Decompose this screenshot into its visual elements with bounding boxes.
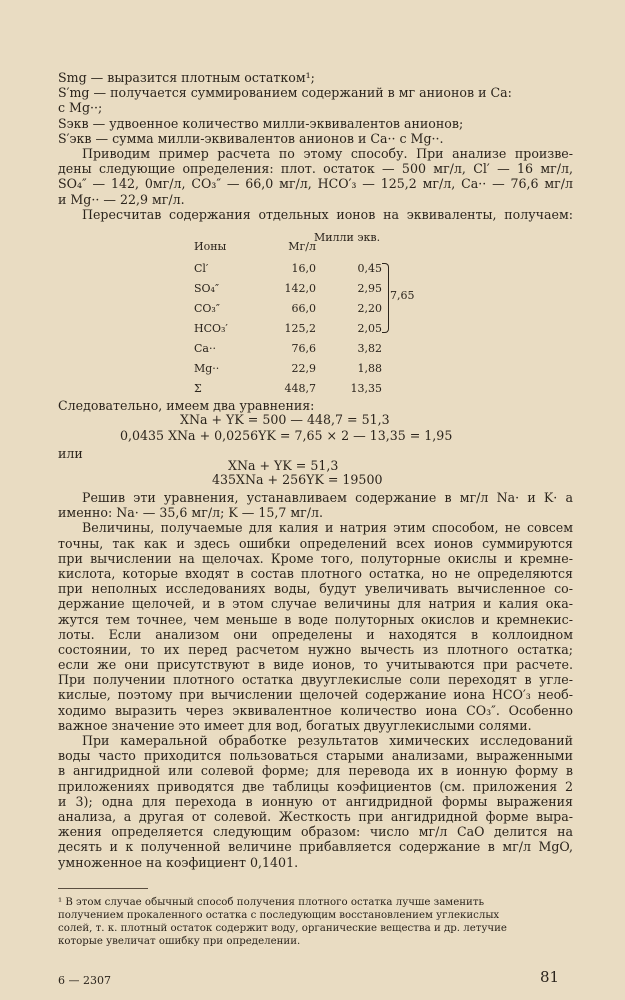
text-line: жутся тем точнее, чем меньше в воде полуторных окислов и кремнекис- [58, 611, 573, 627]
column-header: Ионы [194, 240, 227, 253]
text-line: именно: Na· — 35,6 мг/л; K — 15,7 мг/л. [58, 505, 324, 521]
footnote-line: солей, т. к. плотный остаток содержит воду, органические вещества и др. летучие [58, 923, 507, 934]
footnote-line: получением прокаленного остатка с последующим восстановлением углекислых [58, 910, 500, 921]
text-line: при неполных исследованиях воды, будут увеличивать вычисленное со- [58, 581, 573, 597]
mg-cell: 125,2 [284, 322, 316, 335]
mg-cell: 66,0 [291, 302, 316, 315]
text-line: SO₄″ — 142, 0мг/л, CO₃″ — 66,0 мг/л, HCO′₃ — 125,2 мг/л, Ca·· — 76,6 мг/л [58, 176, 573, 192]
text-line: состоянии, то их перед расчетом нужно вычесть из плотного остатка; [58, 641, 573, 657]
text-line: в ангидридной или солевой форме; для перевода их в ионную форму в [58, 763, 573, 779]
equation-2: 0,0435 XNa + 0,0256YK = 7,65 × 2 — 13,35 = 1,95 [120, 428, 453, 443]
text-line: ходимо выразить через эквивалентное количество иона CO₃″. Особенно [58, 702, 573, 718]
meq-cell: 2,05 [357, 322, 382, 335]
meq-cell: 0,45 [357, 262, 382, 275]
ion-cell: Mg·· [194, 362, 220, 375]
text-line: воды часто приходится пользоваться старыми анализами, выраженными [58, 748, 573, 764]
column-header: Милли экв. [313, 231, 381, 244]
equation-3: XNa + YK = 51,3 [228, 458, 339, 473]
text-line: жения определяется следующим образом: число мг/л CaO делится на [58, 824, 573, 840]
page-number: 81 [540, 968, 560, 986]
text-line: лоты. Если анализом они определены и находятся в коллоидном [58, 626, 573, 642]
text-line: дены следующие определения: плот. остаток — 500 мг/л, Cl′ — 16 мг/л, [58, 161, 573, 177]
text-line: Sэкв — удвоенное количество милли-эквивалентов анионов; [58, 115, 464, 131]
text-line: кислота, которые входят в состав плотного остатка, но не определяются [58, 565, 573, 581]
text-line: S′экв — сумма милли-эквивалентов анионов и Ca·· с Mg··. [58, 130, 444, 146]
text-line: При получении плотного остатка двууглекислые соли переходят в угле- [58, 672, 573, 688]
ion-cell: Ca·· [194, 342, 216, 355]
text-line: десять и к полученной величине прибавляется содержание в мг/л MgO, [58, 839, 573, 855]
equations-lead: Следовательно, имеем два уравнения: [58, 398, 315, 413]
text-line: точны, так как и здесь ошибки определений всех ионов суммируются [58, 535, 573, 551]
mg-cell: 448,7 [284, 382, 316, 395]
meq-cell: 13,35 [350, 382, 382, 395]
ion-cell: HCO₃′ [194, 322, 228, 335]
text-line: Приводим пример расчета по этому способу. При анализе произве- [82, 145, 573, 161]
mg-cell: 16,0 [291, 262, 316, 275]
text-line: держание щелочей, и в этом случае величины для натрия и калия ока- [58, 596, 573, 612]
ion-cell: Σ [194, 382, 202, 395]
ion-cell: Cl′ [194, 262, 209, 275]
text-line: Smg — выразится плотным остатком¹; [58, 70, 315, 85]
text-line: если же они присутствуют в виде ионов, то учитываются при расчете. [58, 657, 573, 673]
footnote [58, 896, 573, 948]
definitions-block [58, 70, 573, 222]
ion-cell: SO₄″ [194, 282, 220, 295]
text-line: S′mg — получается суммированием содержаний в мг анионов и Ca: [58, 85, 512, 101]
meq-cell: 3,82 [357, 342, 382, 355]
footnote-divider [58, 888, 148, 889]
footnote-line: ¹ В этом случае обычный способ получения плотного остатка лучше заменить [58, 897, 485, 908]
meq-cell: 2,20 [357, 302, 382, 315]
text-line: умноженное на коэфициент 0,1401. [58, 854, 299, 870]
text-line: и Mg·· — 22,9 мг/л. [58, 191, 185, 207]
mg-cell: 142,0 [284, 282, 316, 295]
text-line: с Mg··; [58, 100, 103, 116]
text-line: Пересчитав содержания отдельных ионов на эквиваленты, получаем: [82, 206, 573, 222]
text-line: и 3); одна для перехода в ионную от ангидридной формы выражения [58, 793, 573, 809]
meq-cell: 1,88 [357, 362, 382, 375]
mg-cell: 76,6 [291, 342, 316, 355]
ion-cell: CO₃″ [194, 302, 220, 315]
text-line: Решив эти уравнения, устанавливаем содержание в мг/л Na· и K· а [82, 490, 573, 505]
printer-signature: 6 — 2307 [58, 974, 111, 987]
text-line: кислые, поэтому при вычислении щелочей содержание иона HCO′₃ необ- [58, 687, 573, 703]
column-header: Мг/л [288, 240, 316, 253]
brace [382, 263, 389, 333]
text-line: приложениях приводятся две таблицы коэфициентов (см. приложения 2 [58, 778, 573, 794]
body-paragraphs [58, 490, 573, 870]
text-line: важное значение это имеет для вод, богатых двууглекислыми солями. [58, 717, 532, 733]
footnote-line: которые увеличат ошибку при определении. [58, 936, 301, 947]
equation-1: XNa + YK = 500 — 448,7 = 51,3 [180, 412, 390, 427]
equation-or: или [58, 446, 83, 461]
meq-cell: 2,95 [357, 282, 382, 295]
text-line: При камеральной обработке результатов химических исследований [82, 733, 573, 748]
text-line: при вычислении на щелочах. Кроме того, полуторные окислы и кремне- [58, 550, 573, 566]
text-line: анализа, а другая от солевой. Жесткость при ангидридной форме выра- [58, 808, 573, 824]
mg-cell: 22,9 [291, 362, 316, 375]
text-line: Величины, получаемые для калия и натрия этим способом, не совсем [82, 520, 573, 536]
equation-4: 435XNa + 256YK = 19500 [212, 472, 383, 487]
brace-total: 7,65 [390, 289, 415, 302]
